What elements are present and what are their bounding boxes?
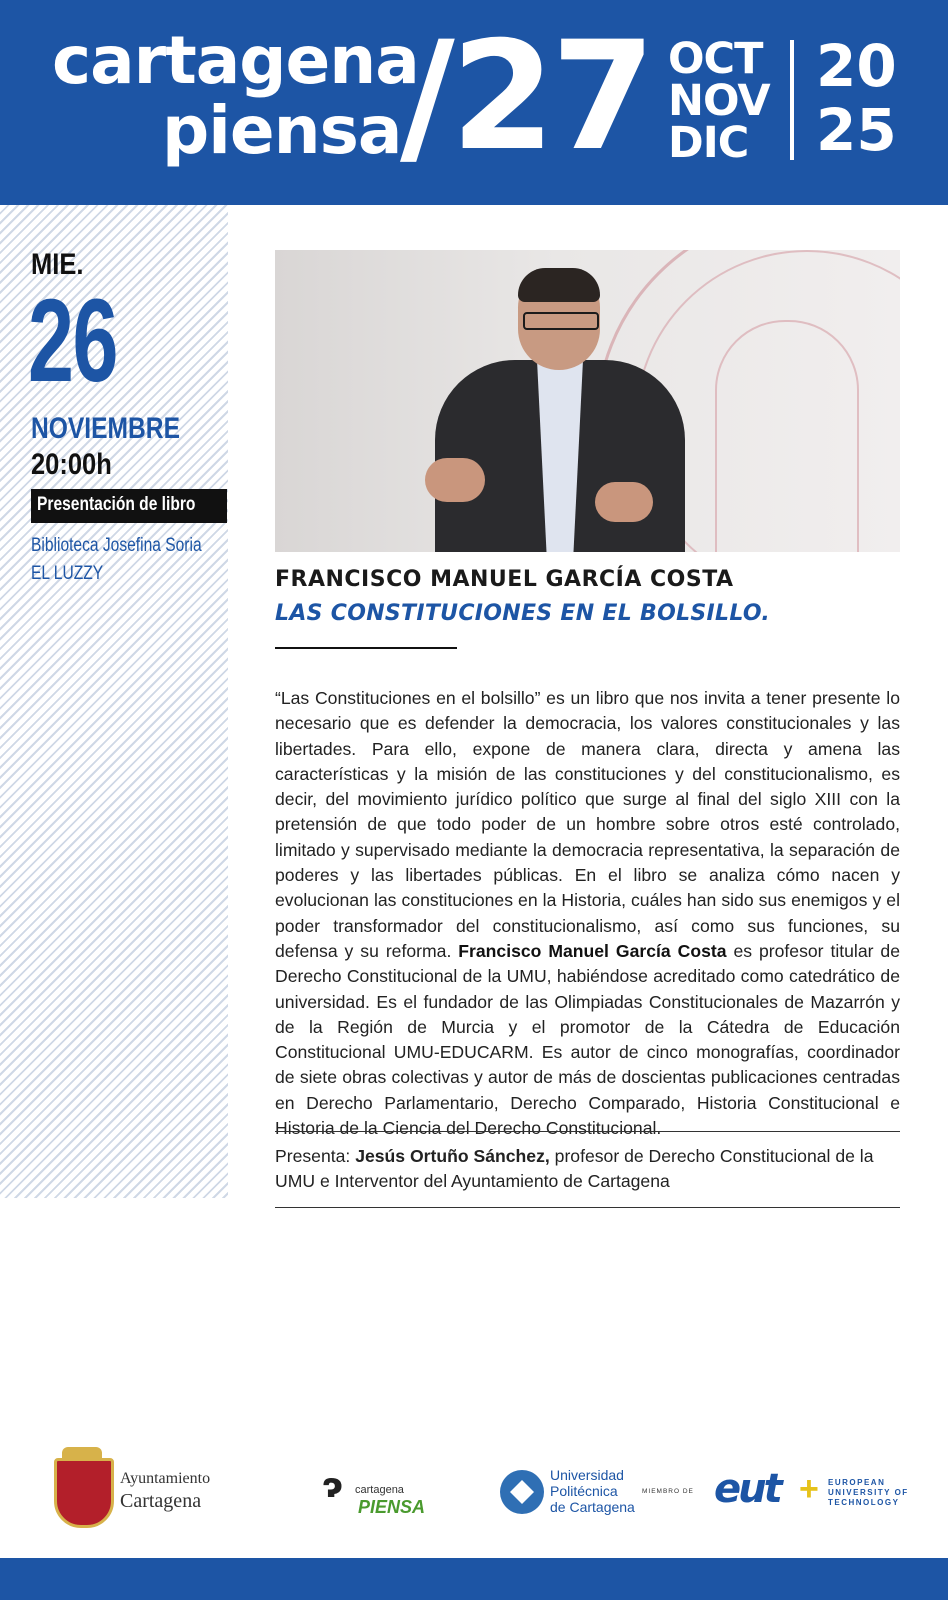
header-divider — [790, 40, 794, 160]
upct-line-1: Universidad — [550, 1467, 624, 1483]
description — [275, 686, 900, 1141]
brand-title — [52, 22, 419, 169]
year — [816, 34, 897, 162]
description-paragraph — [275, 686, 900, 1141]
speaker-photo — [275, 250, 900, 552]
brand-line-2: piensa — [162, 92, 402, 169]
speaker-glasses — [523, 312, 599, 330]
month-nov: NOV — [668, 76, 770, 126]
eut-line-3: TECHNOLOGY — [828, 1498, 900, 1507]
month-dic: DIC — [668, 118, 749, 168]
event-day: 26 — [28, 275, 118, 407]
year-line-1: 20 — [816, 32, 897, 100]
event-venue — [31, 532, 202, 588]
author-name: FRANCISCO MANUEL GARCÍA COSTA — [275, 567, 734, 592]
speaker-hand-left — [425, 458, 485, 502]
edition-number: /27 — [400, 10, 652, 184]
upct-line-2: Politécnica — [550, 1483, 618, 1499]
presenter — [275, 1144, 900, 1194]
ayuntamiento-line-2: Cartagena — [120, 1490, 202, 1512]
presenter-label: Presenta: — [275, 1146, 356, 1166]
ayuntamiento-line-1: Ayuntamiento — [120, 1470, 211, 1487]
header-banner — [0, 0, 948, 205]
cartagena-piensa-big: PIENSA — [358, 1497, 426, 1517]
separator-top — [275, 1131, 900, 1132]
eut-plus-icon: + — [799, 1470, 819, 1508]
ayuntamiento-logo-text — [120, 1468, 210, 1512]
year-line-2: 25 — [816, 96, 897, 164]
venue-line-1: Biblioteca Josefina Soria — [31, 535, 202, 556]
venue-line-2: EL LUZZY — [31, 563, 104, 584]
title-underline — [275, 647, 457, 649]
eut-line-1: EUROPEAN — [828, 1478, 886, 1487]
upct-logo-text — [550, 1467, 635, 1515]
speaker-hair — [518, 268, 600, 302]
ayuntamiento-shield-icon — [54, 1458, 114, 1528]
presenter-role: profesor de Derecho Constitucional de la UMU e Interventor del Ayuntamiento de Cartagena — [275, 1146, 874, 1191]
cartagena-piensa-logo-icon: ɂ — [322, 1466, 343, 1506]
event-type-badge — [31, 489, 227, 523]
bio-text: es profesor titular de Derecho Constitucional de la UMU, habiéndose acreditado como catedrático de universidad. Es el fundador de las Olimpiadas Constitucionales de Mazarrón y de la Región de Murcia y el promotor de la Cátedra de Educación Constitucional UMU-EDUCARM. Es autor de cinco monografías, coordinador de siete obras colectivas y autor de más de doscientas publicaciones centradas en Derecho Parlamentario, Derecho Comparado, Historia Constitucional e Historia de la Ciencia del Derecho Constitucional. — [275, 940, 900, 1139]
event-month: NOVIEMBRE — [31, 412, 180, 445]
bio-author-name: Francisco Manuel García Costa — [458, 940, 727, 961]
event-time: 20:00h — [31, 448, 112, 481]
presenter-name: Jesús Ortuño Sánchez, — [355, 1146, 550, 1166]
footer-bar — [0, 1558, 948, 1600]
event-day-of-week: MIE. — [31, 248, 84, 281]
cartagena-piensa-small: cartagena — [355, 1484, 404, 1496]
eut-logo: eut — [714, 1466, 780, 1512]
brand-line-1: cartagena — [52, 22, 419, 99]
book-summary: “Las Constituciones en el bolsillo” es un libro que nos invita a tener presente lo necesario que es defender la democracia, los valores constitucionales y las libertades. Para ello, expone de manera clara, directa y amena las características y la misión de las constituciones y del constitucionalismo, es decir, del movimiento jurídico político que surge al final del siglo XIII con la pretensión de que todo poder de un hombre sobre otros esté controlado, limitado y supervisado mediante la democracia representativa, la separación de poderes y las libertades públicas. En el libro se analiza cómo nacen y evolucionan las constituciones en la Historia, cuáles han sido sus enemigos y el poder transformador del constitucionalismo, así como sus funciones, su defensa y su reforma. — [275, 688, 900, 961]
upct-logo-icon — [500, 1470, 544, 1514]
eut-logo-text — [828, 1478, 909, 1508]
separator-bottom — [275, 1207, 900, 1208]
eut-line-2: UNIVERSITY OF — [828, 1488, 909, 1497]
upct-line-3: de Cartagena — [550, 1499, 635, 1515]
seal-arch — [715, 320, 859, 552]
months-list — [668, 34, 770, 168]
month-oct: OCT — [668, 34, 763, 84]
book-title: LAS CONSTITUCIONES EN EL BOLSILLO. — [275, 601, 771, 626]
miembro-de-label: MIEMBRO DE — [642, 1488, 694, 1495]
speaker-hand-right — [595, 482, 653, 522]
event-type-label: Presentación de libro — [37, 494, 196, 515]
